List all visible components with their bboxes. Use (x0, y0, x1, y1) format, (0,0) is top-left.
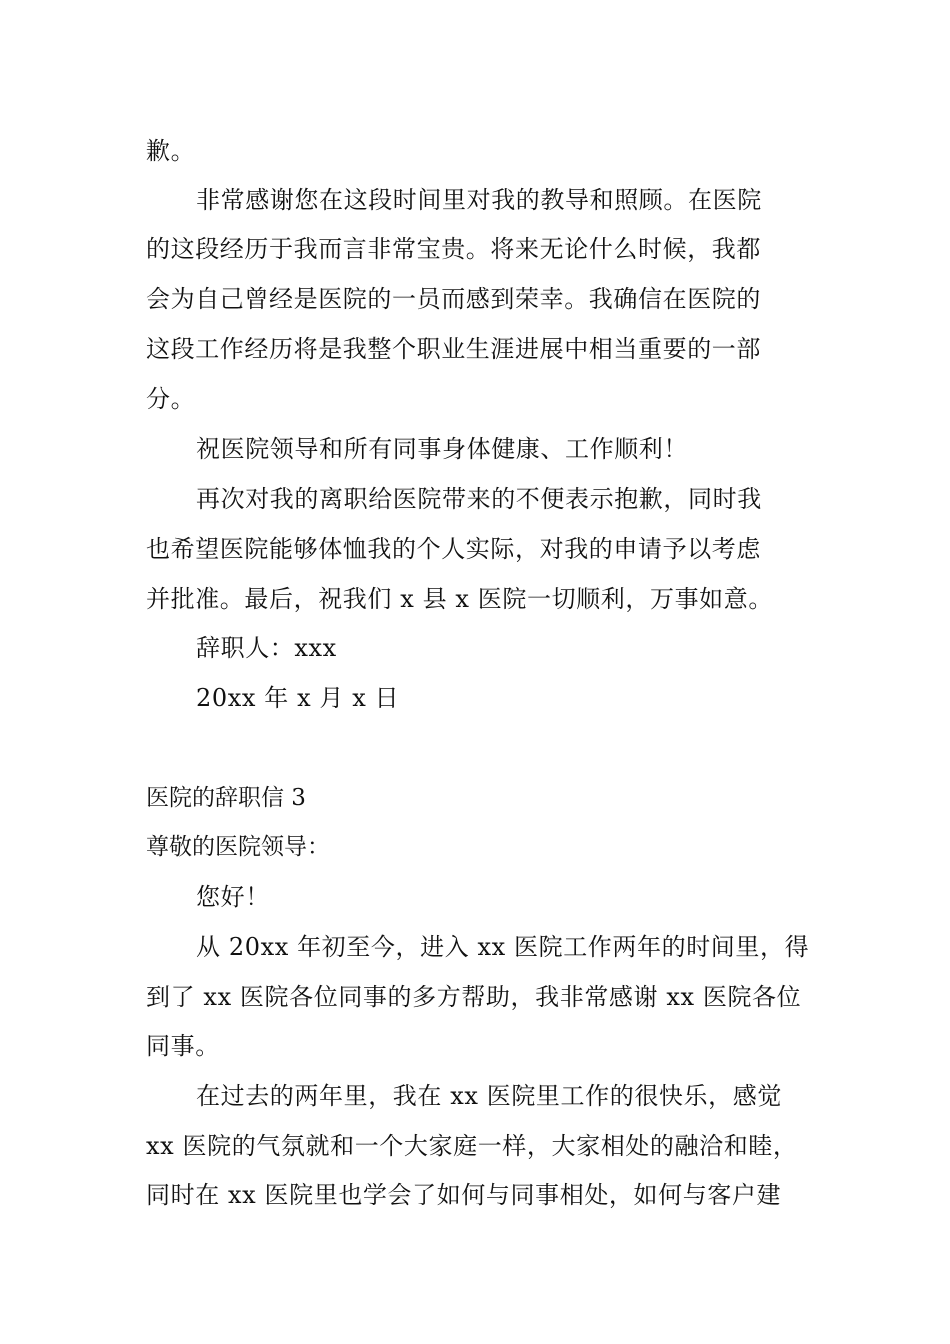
text-line: 同事。 (146, 1032, 220, 1060)
text-line: 的这段经历于我而言非常宝贵。将来无论什么时候，我都 (146, 235, 761, 263)
text-line: 会为自己曾经是医院的一员而感到荣幸。我确信在医院的 (146, 285, 761, 313)
text-line: 分。 (146, 385, 196, 413)
text-line: 祝医院领导和所有同事身体健康、工作顺利！ (196, 435, 688, 463)
text-line: 到了 xx 医院各位同事的多方帮助，我非常感谢 xx 医院各位 (146, 983, 802, 1011)
text-line: 歉。 (146, 137, 196, 165)
signer-line: 辞职人：xxx (196, 634, 337, 662)
text-line: 并批准。最后，祝我们 x 县 x 医院一切顺利，万事如意。 (146, 585, 773, 613)
text-line: 这段工作经历将是我整个职业生涯进展中相当重要的一部 (146, 335, 761, 363)
date-line: 20xx 年 x 月 x 日 (196, 684, 400, 712)
greeting: 您好！ (196, 883, 270, 911)
text-line: 从 20xx 年初至今，进入 xx 医院工作两年的时间里，得 (196, 933, 810, 961)
text-line: 非常感谢您在这段时间里对我的教导和照顾。在医院 (196, 186, 762, 214)
text-line: 再次对我的离职给医院带来的不便表示抱歉，同时我 (196, 485, 762, 513)
salutation: 尊敬的医院领导： (146, 834, 330, 860)
text-line: 也希望医院能够体恤我的个人实际，对我的申请予以考虑 (146, 535, 761, 563)
letter-title: 医院的辞职信 3 (146, 785, 306, 811)
text-line: 同时在 xx 医院里也学会了如何与同事相处，如何与客户建 (146, 1181, 782, 1209)
text-line: xx 医院的气氛就和一个大家庭一样，大家相处的融洽和睦， (146, 1132, 798, 1160)
text-line: 在过去的两年里，我在 xx 医院里工作的很快乐，感觉 (196, 1082, 782, 1110)
